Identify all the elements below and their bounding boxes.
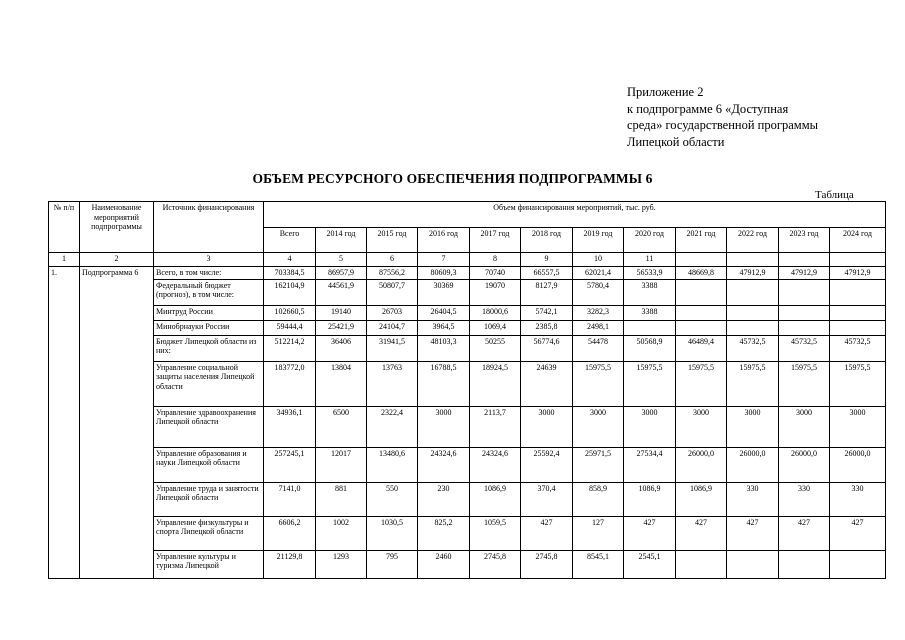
value-cell — [676, 320, 727, 335]
value-cell: 21129,8 — [264, 550, 316, 578]
table-row — [49, 335, 886, 361]
value-cell: 47912,9 — [727, 267, 779, 280]
funding-table — [48, 201, 886, 579]
value-cell: 54478 — [573, 335, 624, 361]
value-cell: 31941,5 — [367, 335, 418, 361]
value-cell: 2545,1 — [624, 550, 676, 578]
value-cell: 3000 — [779, 406, 830, 447]
header-year-cell: 2021 год — [676, 228, 727, 253]
value-cell: 2113,7 — [470, 406, 521, 447]
value-cell: 6606,2 — [264, 516, 316, 550]
value-cell: 427 — [676, 516, 727, 550]
appendix-line: к подпрограмме 6 «Доступная — [627, 101, 789, 116]
value-cell: 50568,9 — [624, 335, 676, 361]
index-cell: 4 — [264, 253, 316, 267]
value-cell: 15975,5 — [624, 361, 676, 406]
index-cell: 8 — [470, 253, 521, 267]
value-cell: 3000 — [521, 406, 573, 447]
value-cell: 370,4 — [521, 482, 573, 516]
value-cell: 13763 — [367, 361, 418, 406]
value-cell — [830, 305, 886, 320]
value-cell: 50255 — [470, 335, 521, 361]
document-title: ОБЪЕМ РЕСУРСНОГО ОБЕСПЕЧЕНИЯ ПОДПРОГРАММЫ 6 — [252, 171, 653, 186]
source-cell: Минобрнауки России — [154, 320, 264, 335]
value-cell — [779, 305, 830, 320]
source-cell: Управление физкультуры и спорта Липецкой области — [154, 516, 264, 550]
value-cell: 881 — [316, 482, 367, 516]
header-year-cell: 2017 год — [470, 228, 521, 253]
value-cell: 858,9 — [573, 482, 624, 516]
value-cell: 5780,4 — [573, 279, 624, 305]
value-cell: 45732,5 — [727, 335, 779, 361]
value-cell: 1002 — [316, 516, 367, 550]
value-cell — [830, 550, 886, 578]
value-cell: 183772,0 — [264, 361, 316, 406]
value-cell: 25592,4 — [521, 447, 573, 482]
header-volume: Объем финансирования мероприятий, тыс. руб. — [264, 202, 886, 228]
header-name: Наименование мероприятий подпрограммы — [80, 202, 154, 253]
index-cell: 5 — [316, 253, 367, 267]
value-cell: 512214,2 — [264, 335, 316, 361]
row-number: 1. — [49, 267, 80, 579]
table-row — [49, 406, 886, 447]
value-cell: 427 — [727, 516, 779, 550]
value-cell: 2385,8 — [521, 320, 573, 335]
value-cell: 45732,5 — [830, 335, 886, 361]
index-cell: 2 — [80, 253, 154, 267]
appendix-note — [627, 84, 818, 150]
index-cell — [779, 253, 830, 267]
header-num: № п/п — [49, 202, 80, 253]
value-cell: 15975,5 — [573, 361, 624, 406]
table-row — [49, 482, 886, 516]
value-cell: 3000 — [573, 406, 624, 447]
value-cell: 44561,9 — [316, 279, 367, 305]
value-cell: 86957,9 — [316, 267, 367, 280]
value-cell: 257245,1 — [264, 447, 316, 482]
value-cell — [830, 320, 886, 335]
value-cell: 56533,9 — [624, 267, 676, 280]
value-cell: 19070 — [470, 279, 521, 305]
value-cell: 3000 — [676, 406, 727, 447]
value-cell: 3000 — [830, 406, 886, 447]
value-cell: 3000 — [624, 406, 676, 447]
value-cell: 80609,3 — [418, 267, 470, 280]
table-row — [49, 516, 886, 550]
index-cell: 9 — [521, 253, 573, 267]
value-cell: 16788,5 — [418, 361, 470, 406]
value-cell: 3388 — [624, 279, 676, 305]
value-cell: 1059,5 — [470, 516, 521, 550]
appendix-line: среда» государственной программы — [627, 118, 819, 132]
value-cell: 427 — [521, 516, 573, 550]
value-cell — [676, 305, 727, 320]
value-cell — [727, 305, 779, 320]
value-cell: 6500 — [316, 406, 367, 447]
appendix-line: Приложение 2 — [627, 85, 704, 99]
value-cell: 550 — [367, 482, 418, 516]
table-row — [49, 320, 886, 335]
value-cell: 8127,9 — [521, 279, 573, 305]
value-cell: 66557,5 — [521, 267, 573, 280]
value-cell — [779, 320, 830, 335]
value-cell: 427 — [830, 516, 886, 550]
value-cell: 13480,6 — [367, 447, 418, 482]
value-cell — [779, 279, 830, 305]
value-cell: 36406 — [316, 335, 367, 361]
value-cell: 2460 — [418, 550, 470, 578]
table-row — [49, 305, 886, 320]
source-cell: Управление социальной защиты населения Липецкой области — [154, 361, 264, 406]
source-cell: Управление труда и занятости Липецкой области — [154, 482, 264, 516]
value-cell — [624, 320, 676, 335]
value-cell: 5742,1 — [521, 305, 573, 320]
value-cell: 2745,8 — [470, 550, 521, 578]
value-cell: 795 — [367, 550, 418, 578]
value-cell: 26000,0 — [676, 447, 727, 482]
value-cell: 26404,5 — [418, 305, 470, 320]
value-cell: 87556,2 — [367, 267, 418, 280]
header-index-row — [49, 253, 886, 267]
header-year-cell: 2020 год — [624, 228, 676, 253]
header-year-cell: 2018 год — [521, 228, 573, 253]
value-cell: 1086,9 — [470, 482, 521, 516]
value-cell: 18000,6 — [470, 305, 521, 320]
value-cell: 62021,4 — [573, 267, 624, 280]
index-cell: 7 — [418, 253, 470, 267]
header-year-cell: 2014 год — [316, 228, 367, 253]
value-cell: 2745,8 — [521, 550, 573, 578]
header-year-cell: 2024 год — [830, 228, 886, 253]
value-cell: 26000,0 — [830, 447, 886, 482]
value-cell: 12017 — [316, 447, 367, 482]
value-cell: 1030,5 — [367, 516, 418, 550]
row-name: Подпрограмма 6 — [80, 267, 154, 579]
value-cell: 27534,4 — [624, 447, 676, 482]
value-cell: 330 — [830, 482, 886, 516]
value-cell: 48669,8 — [676, 267, 727, 280]
header-year-cell: Всего — [264, 228, 316, 253]
value-cell: 30369 — [418, 279, 470, 305]
value-cell — [727, 550, 779, 578]
index-cell: 6 — [367, 253, 418, 267]
source-cell: Бюджет Липецкой области из них: — [154, 335, 264, 361]
value-cell: 25971,5 — [573, 447, 624, 482]
source-cell: Управление культуры и туризма Липецкой — [154, 550, 264, 578]
value-cell: 46489,4 — [676, 335, 727, 361]
value-cell: 26000,0 — [727, 447, 779, 482]
value-cell: 15975,5 — [727, 361, 779, 406]
value-cell — [830, 279, 886, 305]
value-cell: 1293 — [316, 550, 367, 578]
value-cell: 13804 — [316, 361, 367, 406]
value-cell: 162104,9 — [264, 279, 316, 305]
value-cell: 2498,1 — [573, 320, 624, 335]
value-cell: 59444,4 — [264, 320, 316, 335]
index-cell: 10 — [573, 253, 624, 267]
table-row — [49, 550, 886, 578]
value-cell: 24324,6 — [470, 447, 521, 482]
header-year-cell: 2019 год — [573, 228, 624, 253]
value-cell: 45732,5 — [779, 335, 830, 361]
value-cell — [779, 550, 830, 578]
table-row — [49, 447, 886, 482]
source-cell: Управление образования и науки Липецкой области — [154, 447, 264, 482]
header-year-cell: 2023 год — [779, 228, 830, 253]
value-cell — [727, 320, 779, 335]
value-cell: 3000 — [418, 406, 470, 447]
source-cell: Минтруд России — [154, 305, 264, 320]
value-cell: 15975,5 — [676, 361, 727, 406]
header-year-cell: 2022 год — [727, 228, 779, 253]
header-year-cell: 2016 год — [418, 228, 470, 253]
value-cell: 47912,9 — [779, 267, 830, 280]
value-cell: 47912,9 — [830, 267, 886, 280]
value-cell: 427 — [779, 516, 830, 550]
value-cell — [676, 279, 727, 305]
value-cell: 2322,4 — [367, 406, 418, 447]
value-cell: 15975,5 — [830, 361, 886, 406]
source-cell: Федеральный бюджет (прогноз), в том числе: — [154, 279, 264, 305]
value-cell: 102660,5 — [264, 305, 316, 320]
value-cell — [676, 550, 727, 578]
value-cell: 48103,3 — [418, 335, 470, 361]
table-row — [49, 279, 886, 305]
table-body — [49, 267, 886, 579]
value-cell: 50807,7 — [367, 279, 418, 305]
value-cell: 230 — [418, 482, 470, 516]
header-source: Источник финансирования — [154, 202, 264, 253]
table-label: Таблица — [815, 189, 854, 201]
header-year-cell: 2015 год — [367, 228, 418, 253]
index-cell — [830, 253, 886, 267]
value-cell: 127 — [573, 516, 624, 550]
value-cell: 1086,9 — [676, 482, 727, 516]
value-cell: 34936,1 — [264, 406, 316, 447]
value-cell: 3388 — [624, 305, 676, 320]
value-cell: 18924,5 — [470, 361, 521, 406]
value-cell: 56774,6 — [521, 335, 573, 361]
value-cell: 427 — [624, 516, 676, 550]
value-cell: 3000 — [727, 406, 779, 447]
value-cell: 330 — [727, 482, 779, 516]
source-cell: Всего, в том числе: — [154, 267, 264, 280]
value-cell: 330 — [779, 482, 830, 516]
value-cell — [727, 279, 779, 305]
index-cell — [676, 253, 727, 267]
value-cell: 26703 — [367, 305, 418, 320]
source-cell: Управление здравоохранения Липецкой области — [154, 406, 264, 447]
value-cell: 703384,5 — [264, 267, 316, 280]
table-row — [49, 361, 886, 406]
table-row — [49, 267, 886, 280]
value-cell: 19140 — [316, 305, 367, 320]
value-cell: 15975,5 — [779, 361, 830, 406]
value-cell: 7141,0 — [264, 482, 316, 516]
value-cell: 26000,0 — [779, 447, 830, 482]
value-cell: 70740 — [470, 267, 521, 280]
value-cell: 825,2 — [418, 516, 470, 550]
value-cell: 1086,9 — [624, 482, 676, 516]
index-cell: 3 — [154, 253, 264, 267]
value-cell: 8545,1 — [573, 550, 624, 578]
index-cell — [727, 253, 779, 267]
value-cell: 3964,5 — [418, 320, 470, 335]
value-cell: 24104,7 — [367, 320, 418, 335]
appendix-line: Липецкой области — [627, 134, 725, 149]
value-cell: 3282,3 — [573, 305, 624, 320]
index-cell: 11 — [624, 253, 676, 267]
value-cell: 25421,9 — [316, 320, 367, 335]
value-cell: 24324,6 — [418, 447, 470, 482]
index-cell: 1 — [49, 253, 80, 267]
value-cell: 1069,4 — [470, 320, 521, 335]
value-cell: 24639 — [521, 361, 573, 406]
